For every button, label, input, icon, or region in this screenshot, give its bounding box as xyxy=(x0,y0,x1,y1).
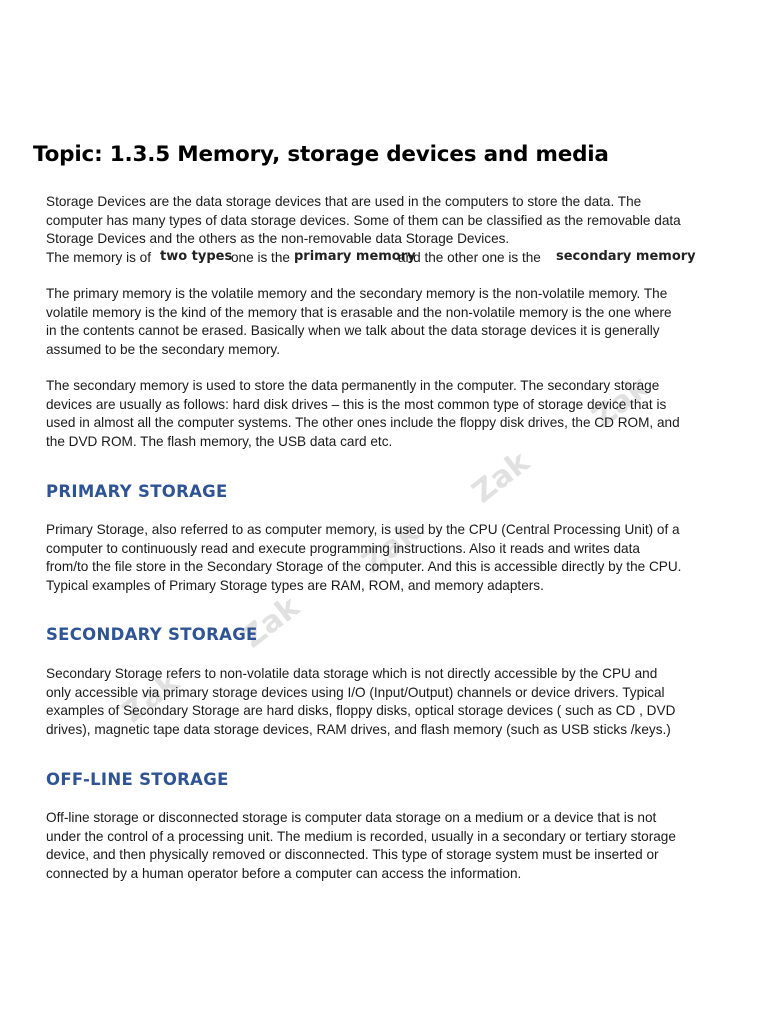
text-span: The memory is of xyxy=(46,249,151,265)
offline-storage-heading: OFF-LINE STORAGE xyxy=(46,770,229,789)
text-line: under the control of a processing unit. The medium is recorded, usually in a secondary or tertiary storage xyxy=(46,828,676,844)
watermark-logo: Zak xyxy=(115,664,187,731)
text-line: Storage Devices and the others as the non-removable data Storage Devices. xyxy=(46,231,510,247)
text-line: used in almost all the computer systems. The other ones include the floppy disk drives, the CD ROM, and xyxy=(46,415,680,431)
watermark-logo: Zak xyxy=(235,589,307,656)
primary-storage-heading: PRIMARY STORAGE xyxy=(46,482,228,501)
secondary-memory-paragraph xyxy=(46,377,726,451)
text-line: drives), magnetic tape data storage devices, RAM drives, and flash memory (such as USB sticks /keys.) xyxy=(46,721,671,737)
text-line: in the contents cannot be erased. Basically when we talk about the data storage devices it is generally xyxy=(46,323,660,339)
text-line: computer to continuously read and execute programming instructions. Also it reads and writes data xyxy=(46,540,640,556)
text-span: one is the xyxy=(231,249,290,265)
text-line: computer has many types of data storage devices. Some of them can be classified as the removable data xyxy=(46,212,681,228)
text-line: The primary memory is the volatile memory and the secondary memory is the non-volatile memory. The xyxy=(46,286,668,301)
intro-paragraph xyxy=(46,193,726,267)
primary-storage-paragraph xyxy=(46,521,726,595)
text-line: device, and then physically removed or disconnected. This type of storage system must be inserted or xyxy=(46,847,659,863)
watermark-logo: Zak xyxy=(465,444,537,511)
text-line: Secondary Storage refers to non-volatile data storage which is not directly accessible by the CPU and xyxy=(46,666,658,681)
watermark-logo: Zak xyxy=(355,514,427,581)
text-line: assumed to be the secondary memory. xyxy=(46,341,280,357)
text-line: Storage Devices are the data storage devices that are used in the computers to store the data. The xyxy=(46,194,642,209)
text-line: Typical examples of Primary Storage types are RAM, ROM, and memory adapters. xyxy=(46,577,544,593)
text-line: volatile memory is the kind of the memory that is erasable and the non-volatile memory is the one where xyxy=(46,304,672,320)
text-line: the DVD ROM. The flash memory, the USB data card etc. xyxy=(46,433,393,449)
text-line: Primary Storage, also referred to as computer memory, is used by the CPU (Central Processing Unit) of a xyxy=(46,522,680,537)
bold-text: secondary memory xyxy=(556,248,696,264)
text-line: devices are usually as follows: hard disk drives – this is the most common type of storage device that is xyxy=(46,396,667,412)
watermark-logo: Zak xyxy=(585,369,657,436)
bold-text: primary memory xyxy=(294,248,416,264)
text-line: examples of Secondary Storage are hard disks, floppy disks, optical storage devices ( such as CD , DVD xyxy=(46,703,676,719)
volatile-memory-paragraph xyxy=(46,285,726,359)
text-line: The secondary memory is used to store the data permanently in the computer. The secondary storage xyxy=(46,378,660,393)
secondary-storage-paragraph xyxy=(46,665,726,739)
offline-storage-paragraph xyxy=(46,809,726,883)
text-line: only accessible via primary storage devices using I/O (Input/Output) channels or device drivers. Typical xyxy=(46,684,665,700)
text-span: and the other one is the xyxy=(398,249,541,265)
page-title: Topic: 1.3.5 Memory, storage devices and media xyxy=(33,142,609,167)
text-line: connected by a human operator before a computer can access the information. xyxy=(46,865,522,881)
memory-types-line xyxy=(46,249,726,268)
text-line: from/to the file store in the Secondary Storage of the computer. And this is accessible directly by the CPU. xyxy=(46,559,682,575)
text-line: Off-line storage or disconnected storage is computer data storage on a medium or a device that is not xyxy=(46,810,657,825)
secondary-storage-heading: SECONDARY STORAGE xyxy=(46,625,258,644)
bold-text: two types xyxy=(160,248,233,264)
